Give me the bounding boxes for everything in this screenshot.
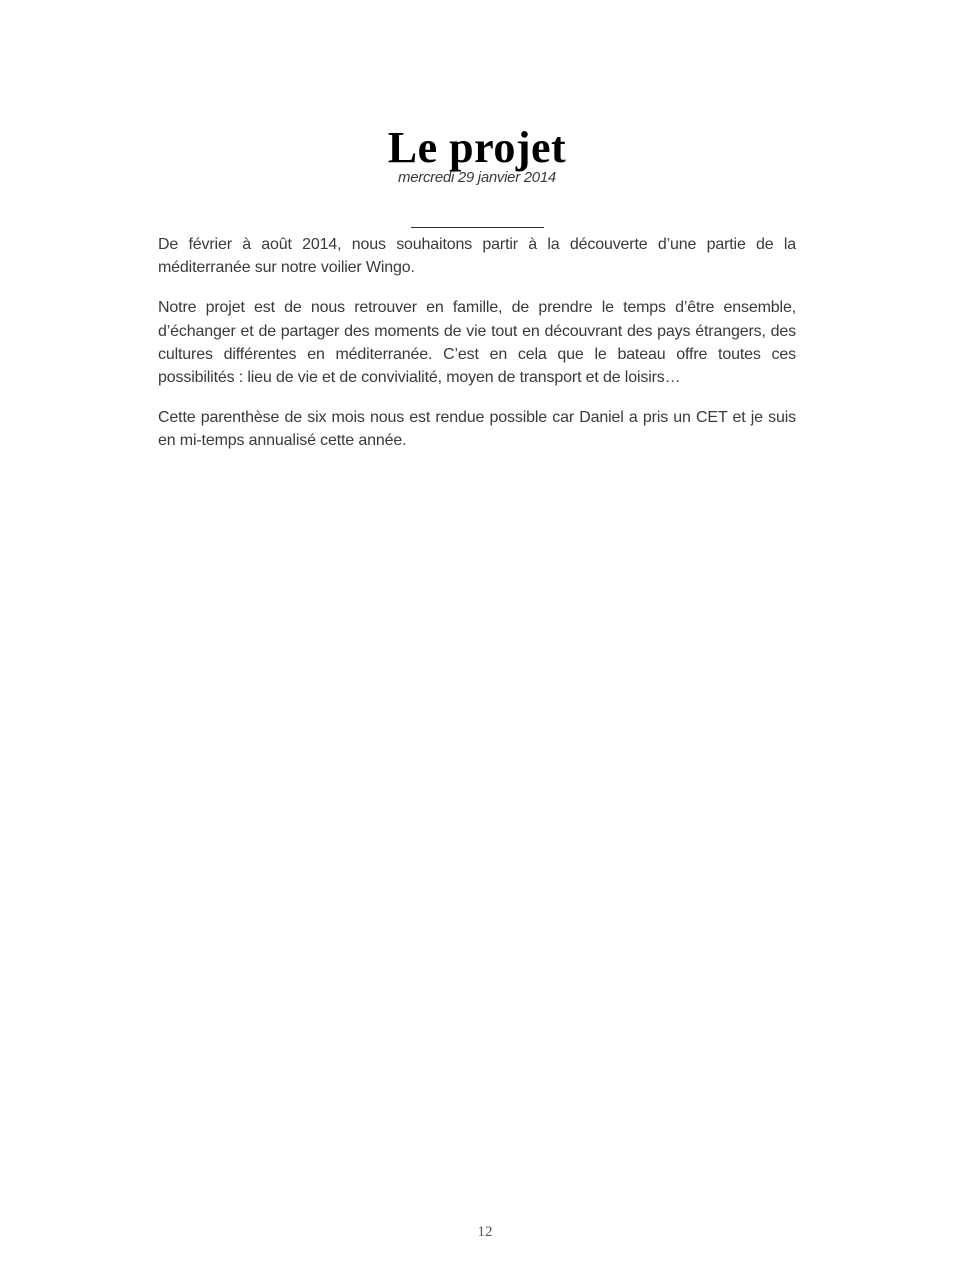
paragraph: De février à août 2014, nous souhaitons partir à la découverte d’une partie de la méditerranée sur notre voilier Wingo. — [158, 236, 796, 277]
article-body — [158, 233, 796, 470]
paragraph: Cette parenthèse de six mois nous est rendue possible car Daniel a pris un CET et je suis en mi-temps annualisé cette année. — [158, 409, 796, 450]
page-title: Le projet — [387, 123, 567, 172]
page-number: 12 — [477, 1224, 493, 1240]
post-date: mercredi 29 janvier 2014 — [398, 169, 556, 186]
paragraph: Notre projet est de nous retrouver en famille, de prendre le temps d’être ensemble, d’échanger et de partager des moments de vie tout en découvrant des pays étrangers, des cultures différentes en méditerranée. C’est en cela que le bateau offre toutes ces possibilités : lieu de vie et de convivialité, moyen de transport et de loisirs… — [158, 299, 796, 387]
title-divider — [411, 227, 544, 228]
